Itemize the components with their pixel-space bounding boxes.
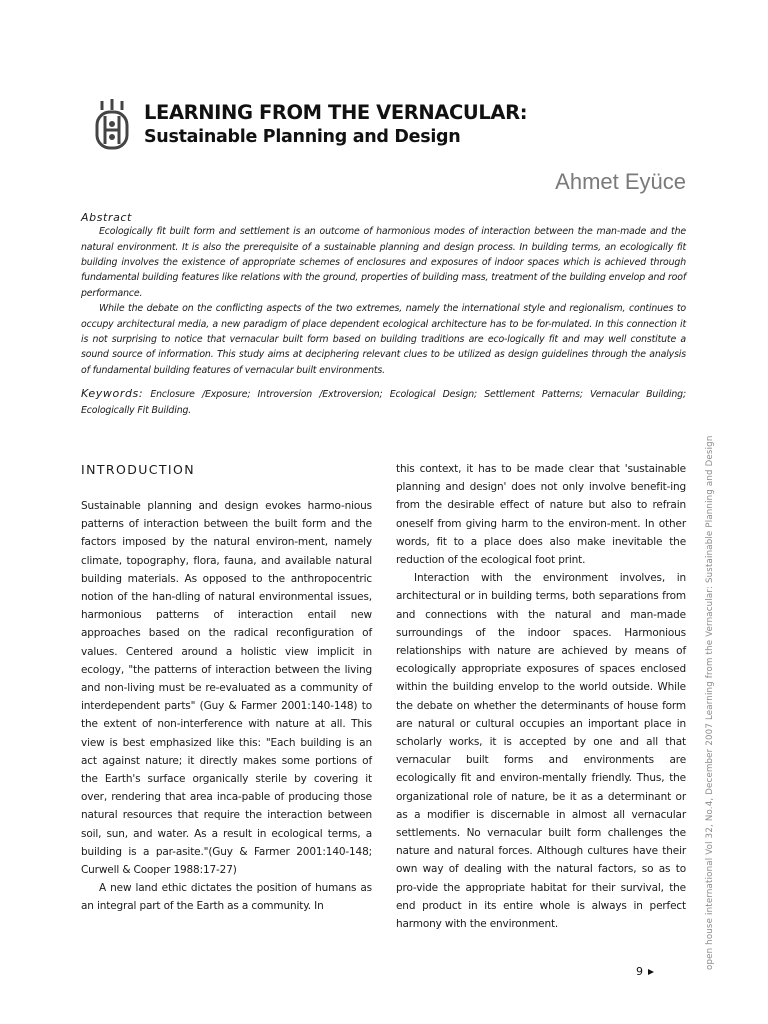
keywords	[81, 386, 686, 418]
title-block	[144, 101, 527, 149]
abstract-paragraph: Ecologically fit built form and settlement is an outcome of harmonious modes of interaction between the man-made and the natural environment. It is also the prerequisite of a sustainable planning and design process. In building terms, an ecologically fit building involves the existence of appropriate schemes of enclosures and exposures of indoor spaces which is achieved through fundamental building features like relations with the ground, properties of building mass, treatment of the building envelop and roof performance.	[81, 226, 686, 299]
keywords-text: Enclosure /Exposure; Introversion /Extroversion; Ecological Design; Settlement Patterns; Vernacular Building; Ecologically Fit Building.	[81, 389, 686, 416]
abstract-section	[81, 211, 686, 418]
article-subtitle: Sustainable Planning and Design	[144, 127, 461, 148]
next-page-arrow-icon	[648, 969, 654, 975]
article-title: LEARNING FROM THE VERNACULAR:	[144, 101, 528, 124]
abstract-paragraph: While the debate on the conflicting aspects of the two extremes, namely the international style and regionalism, continues to occupy architectural media, a new paradigm of place dependent ecological architecture has to be for-mulated. In this connection it is not surprising to notice that vernacular built form based on building traditions are eco-logically fit and may well constitute a sound source of information. This study aims at deciphering relevant clues to be utilized as design guidelines through the analysis of fundamental building features of vernacular built environments.	[81, 303, 686, 376]
keywords-label: Keywords:	[81, 387, 144, 401]
author-name: Ahmet Eyüce	[555, 169, 686, 194]
abstract-heading: Abstract	[81, 211, 132, 224]
left-column	[81, 497, 372, 916]
body-paragraph: Sustainable planning and design evokes harmo-nious patterns of interaction between the built form and the factors imposed by the natural environ-ment, namely climate, topography, flora, fauna, and available natural building materials. As opposed to the anthropocentric notion of the han-dling of natural environmental issues, harmonious patterns of interaction entail new approaches based on the radical reconfiguration of values. Centered around a holistic view implicit in ecology, "the patterns of interaction between the living and non-living must be re-evaluated as a community of interdependent parts" (Guy & Farmer 2001:140-148) to the extent of non-interference with nature at all. This view is best emphasized like this: "Each building is an act against nature; it directly makes some portions of the Earth's surface organically sterile by covering it over, rendering that area inca-pable of producing those natural resources that require the interaction between soil, sun, and water. As a result in ecological terms, a building is a par-asite."(Guy & Farmer 2001:140-148; Curwell & Cooper 1988:17-27)	[81, 500, 372, 877]
body-paragraph: A new land ethic dictates the position of humans as an integral part of the Earth as a community. In	[81, 882, 372, 913]
body-paragraph: Interaction with the environment involves, in architectural or in building terms, both separations from and connections with the natural and man-made surroundings of the indoor spaces. Harmonious relationships with nature are achieved by means of ecologically appropriate exposures of spaces enclosed within the building envelop to the world outside. While the debate on whether the determinants of house form are natural or cultural occupies an important place in scholarly works, it is accepted by one and all that vernacular built forms and environments are ecologically fit and environ-mentally friendly. Thus, the organizational role of nature, be it as a determinant or as a modifier is discernable in almost all vernacular settlements. No vernacular built form challenges the nature and natural forces. Although cultures have their own way of dealing with the natural factors, so as to pro-vide the appropriate habitat for their survival, the end product in its entire whole is always in perfect harmony with the environment.	[396, 572, 686, 931]
page-number	[636, 965, 654, 978]
right-column	[396, 460, 686, 933]
page-number-text: 9	[636, 965, 643, 978]
running-header: open house international Vol 32, No.4, December 2007 Learning from the Vernacular: Sustainable Planning and Design	[705, 435, 715, 970]
body-paragraph: this context, it has to be made clear that 'sustainable planning and design' does not only involve benefit-ing from the desirable effect of nature but also to refrain oneself from giving harm to the environ-ment. In other words, fit to a place does also make inevitable the reduction of the ecological foot print.	[396, 463, 686, 567]
introduction-heading: INTRODUCTION	[81, 462, 196, 477]
journal-logo-icon	[93, 98, 131, 154]
